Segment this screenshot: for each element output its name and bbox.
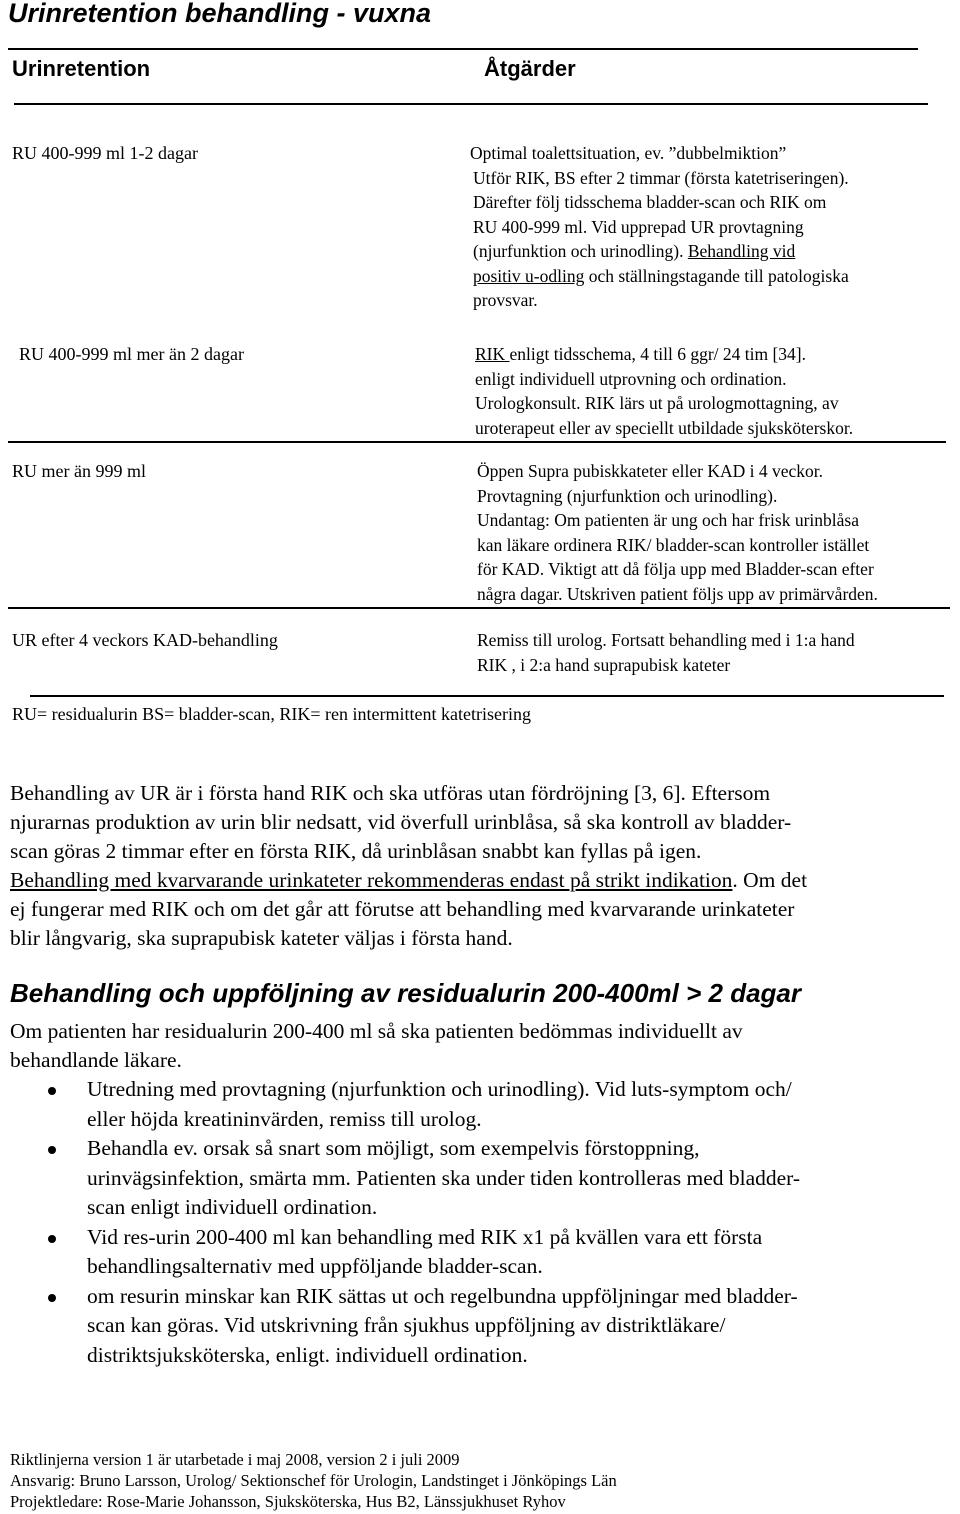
row3-action-line: Provtagning (njurfunktion och urinodling).	[477, 485, 778, 506]
row4-action-line: Remiss till urolog. Fortsatt behandling med i 1:a hand	[477, 630, 855, 650]
row2-action-text: enligt tidsschema, 4 till 6 ggr/ 24 tim [34].	[509, 344, 807, 364]
row2-action-line	[475, 342, 853, 367]
paragraph-line: njurarnas produktion av urin blir nedsatt, vid överfull urinblåsa, så ska kontroll av bladder-	[10, 810, 792, 834]
intro-line: Om patienten har residualurin 200-400 ml så ska patienten bedömmas individuellt av	[10, 1019, 743, 1043]
row3-divider	[8, 607, 950, 609]
row2-action-line: Urologkonsult. RIK lärs ut på urologmottagning, av	[475, 393, 839, 413]
bullet-icon	[48, 1146, 56, 1154]
table-header-actions: Åtgärder	[484, 56, 576, 81]
list-item-line: scan kan göras. Vid utskrivning från sjukhus uppföljning av distriktläkare/	[87, 1313, 726, 1337]
paragraph-line: blir långvarig, ska suprapubisk kateter väljas i första hand.	[10, 926, 513, 950]
row4-actions	[477, 628, 855, 677]
list-item	[0, 1223, 800, 1282]
row1-action-line: Därefter följ tidsschema bladder-scan och RIK om	[473, 192, 827, 212]
footer-line: Riktlinjerna version 1 är utarbetade i maj 2008, version 2 i juli 2009	[10, 1450, 460, 1469]
footer-line: Ansvarig: Bruno Larsson, Urolog/ Sektionschef för Urologin, Landstinget i Jönköpings Län	[10, 1471, 617, 1490]
list-item-line: Utredning med provtagning (njurfunktion och urinodling). Vid luts-symptom och/	[87, 1077, 792, 1101]
row1-actions	[470, 141, 849, 313]
row2-action-line: uroterapeut eller av speciellt utbildade sjuksköterskor.	[475, 417, 854, 438]
list-item-line: om resurin minskar kan RIK sättas ut och regelbundna uppföljningar med bladder-	[87, 1283, 798, 1308]
row4-condition: UR efter 4 veckors KAD-behandling	[12, 630, 278, 650]
row1-action-underlined: positiv u-odling	[473, 265, 585, 286]
row3-action-line: Öppen Supra pubiskkateter eller KAD i 4 veckor.	[477, 461, 824, 481]
row3-actions	[477, 459, 878, 606]
row1-action-text: och ställningstagande till patologiska	[588, 265, 849, 286]
treatment-paragraph	[10, 779, 807, 953]
footer-line: Projektledare: Rose-Marie Johansson, Sjuksköterska, Hus B2, Länssjukhuset Ryhov	[10, 1492, 566, 1511]
row3-action-line: Undantag: Om patienten är ung och har frisk urinblåsa	[477, 510, 859, 530]
intro-line: behandlande läkare.	[10, 1048, 182, 1072]
row1-action-line: provsvar.	[473, 290, 538, 310]
list-item-line: scan enligt individuell ordination.	[87, 1195, 378, 1219]
list-item	[0, 1075, 800, 1134]
row1-condition: RU 400-999 ml 1-2 dagar	[12, 143, 198, 163]
row3-action-line: för KAD. Viktigt att då följa upp med Bladder-scan efter	[477, 559, 874, 579]
list-item-line: distriktsjuksköterska, enligt. individuell ordination.	[87, 1342, 528, 1367]
header-bottom-divider	[14, 103, 928, 105]
paragraph-line	[10, 866, 807, 895]
bullet-icon	[48, 1294, 56, 1302]
row2-action-line: enligt individuell utprovning och ordination.	[475, 368, 787, 389]
row4-action-line: RIK , i 2:a hand suprapubisk kateter	[477, 654, 731, 675]
section-intro	[10, 1017, 743, 1075]
row1-action-line: Optimal toalettsituation, ev. ”dubbelmiktion”	[470, 143, 787, 163]
list-item	[0, 1282, 800, 1371]
table-header-condition: Urinretention	[12, 56, 151, 81]
list-item-line: Behandla ev. orsak så snart som möjligt, som exempelvis förstoppning,	[87, 1136, 700, 1160]
row2-action-underlined: RIK	[475, 344, 510, 364]
table-bottom-divider	[30, 695, 944, 697]
bullet-icon	[48, 1087, 56, 1095]
list-item-line: Vid res-urin 200-400 ml kan behandling med RIK x1 på kvällen vara ett första	[87, 1224, 763, 1249]
paragraph-line: ej fungerar med RIK och om det går att förutse att behandling med kvarvarande urinkateter	[10, 897, 795, 921]
row1-action-line: RU 400-999 ml. Vid upprepad UR provtagning	[473, 216, 804, 237]
row3-action-line: några dagar. Utskriven patient följs upp av primärvården.	[477, 583, 878, 604]
list-item	[0, 1134, 800, 1223]
row1-action-text: (njurfunktion och urinodling).	[473, 241, 684, 261]
row2-condition: RU 400-999 ml mer än 2 dagar	[19, 344, 244, 364]
paragraph-line: Behandling av UR är i första hand RIK och ska utföras utan fördröjning [3, 6]. Eftersom	[10, 781, 771, 805]
bullet-icon	[48, 1235, 56, 1243]
list-item-line: eller höjda kreatininvärden, remiss till urolog.	[87, 1106, 482, 1131]
abbreviation-legend: RU= residualurin BS= bladder-scan, RIK= ren intermittent katetrisering	[12, 704, 531, 724]
list-item-line: urinvägsinfektion, smärta mm. Patienten ska under tiden kontrolleras med bladder-	[87, 1165, 801, 1190]
list-item-line: behandlingsalternativ med uppföljande bladder-scan.	[87, 1254, 543, 1278]
row1-action-line	[470, 239, 849, 264]
paragraph-text: . Om det	[732, 868, 808, 892]
row3-condition: RU mer än 999 ml	[12, 461, 146, 481]
row1-action-line	[470, 264, 849, 289]
header-top-divider	[8, 48, 918, 50]
document-footer	[10, 1449, 617, 1512]
recommendation-list	[0, 1075, 800, 1370]
page-title: Urinretention behandling - vuxna	[8, 0, 432, 28]
row2-actions	[475, 342, 853, 440]
row1-action-underlined: Behandling vid	[687, 241, 796, 261]
row2-divider	[8, 441, 946, 443]
paragraph-line: scan göras 2 timmar efter en första RIK, då urinblåsan snabbt kan fyllas på igen.	[10, 839, 702, 863]
row3-action-line: kan läkare ordinera RIK/ bladder-scan kontroller istället	[477, 534, 870, 555]
section-heading: Behandling och uppföljning av residualurin 200-400ml > 2 dagar	[10, 978, 802, 1008]
row1-action-line: Utför RIK, BS efter 2 timmar (första katetriseringen).	[473, 167, 849, 188]
paragraph-underlined-text: Behandling med kvarvarande urinkateter rekommenderas endast på strikt indikation	[10, 868, 733, 892]
